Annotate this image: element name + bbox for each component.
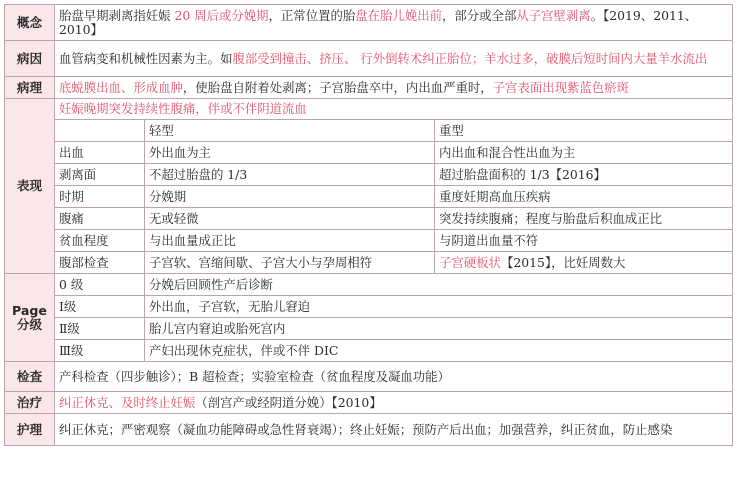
grading-label-line2: 分级: [16, 316, 43, 332]
pathology-label: 病理: [5, 77, 55, 99]
concept-text-part: ，正常位置的胎: [268, 7, 356, 23]
manifest-row-light: 外出血为主: [145, 142, 435, 164]
manifest-row-light: 子宫软、宫缩间歇、子宫大小与孕周相符: [145, 252, 435, 274]
manifest-row-heavy: [435, 252, 733, 274]
manifest-row: [5, 252, 733, 274]
nursing-text: 纠正休克；严密观察（凝血功能障碍或急性肾衰竭）；终止妊娠；预防产后出血；加强营养，纠正贫血，防止感染: [55, 414, 733, 446]
concept-row: [5, 5, 733, 41]
cause-highlight: 腹部受到撞击、挤压、 行外倒转术纠正胎位；羊水过多，破膜后短时间内大量羊水流出: [232, 50, 708, 66]
manifest-row-name: 时期: [55, 186, 145, 208]
exam-text: 产科检查（四步触诊）；B 超检查；实验室检查（贫血程度及凝血功能）: [55, 362, 733, 392]
grade-name: Ⅱ级: [55, 318, 145, 340]
placental-abruption-table: [4, 4, 733, 446]
treatment-row: [5, 392, 733, 414]
manifest-row-heavy: 与阴道出血量不符: [435, 230, 733, 252]
treatment-label: 治疗: [5, 392, 55, 414]
grade-name: Ⅲ级: [55, 340, 145, 362]
grade-desc: 外出血，子宫软，无胎儿窘迫: [145, 296, 733, 318]
manifest-row-heavy: 重度妊期高血压疾病: [435, 186, 733, 208]
manifest-row-heavy: 内出血和混合性出血为主: [435, 142, 733, 164]
grade-row: [5, 274, 733, 296]
concept-text-part: ，部分或全部: [442, 7, 517, 23]
concept-label: 概念: [5, 5, 55, 41]
exam-row: [5, 362, 733, 392]
pathology-text: [55, 77, 733, 99]
cause-label: 病因: [5, 41, 55, 77]
manifest-header-row: [5, 120, 733, 142]
manifest-heavy-highlight: 子宫硬板状: [439, 254, 501, 270]
grade-desc: 产妇出现休克症状，伴或不伴 DIC: [145, 340, 733, 362]
grading-label-line1: Page: [12, 302, 47, 318]
manifest-row: [5, 186, 733, 208]
manifest-label: 表现: [5, 99, 55, 274]
manifest-intro: 妊娠晚期突发持续性腹痛，伴或不伴阴道流血: [55, 99, 733, 120]
nursing-row: [5, 414, 733, 446]
manifest-row-light: 无或轻微: [145, 208, 435, 230]
pathology-row: [5, 77, 733, 99]
manifest-row-heavy: 超过胎盘面积的 1/3【2016】: [435, 164, 733, 186]
manifest-intro-row: [5, 99, 733, 120]
treatment-text-part: （剖宫产或经阴道分娩）【2010】: [195, 394, 382, 410]
manifest-row-name: 出血: [55, 142, 145, 164]
manifest-row-heavy: 突发持续腹痛；程度与胎盘后积血成正比: [435, 208, 733, 230]
manifest-row-name: 腹部检查: [55, 252, 145, 274]
manifest-col-heavy: 重型: [435, 120, 733, 142]
concept-highlight-before-birth: 盘在胎儿娩出前: [355, 7, 442, 23]
nursing-label: 护理: [5, 414, 55, 446]
grade-desc: 胎儿宫内窘迫或胎死宫内: [145, 318, 733, 340]
concept-highlight-time: 20 周后或分娩期: [174, 7, 269, 23]
grade-desc: 分娩后回顾性产后诊断: [145, 274, 733, 296]
exam-label: 检查: [5, 362, 55, 392]
manifest-row-name: 剥离面: [55, 164, 145, 186]
manifest-row-name: 贫血程度: [55, 230, 145, 252]
manifest-row: [5, 142, 733, 164]
treatment-text: [55, 392, 733, 414]
grade-name: 0 级: [55, 274, 145, 296]
grade-name: Ⅰ级: [55, 296, 145, 318]
manifest-row-light: 与出血量成正比: [145, 230, 435, 252]
manifest-col-light: 轻型: [145, 120, 435, 142]
grade-row: [5, 340, 733, 362]
concept-text: [55, 5, 733, 41]
concept-highlight-detach: 从子宫壁剥离: [516, 7, 591, 23]
treatment-highlight: 纠正休克、及时终止妊娠: [59, 394, 196, 410]
manifest-heavy-rest: 【2015】，比妊周数大: [500, 254, 626, 270]
grade-row: [5, 296, 733, 318]
manifest-row-light: 分娩期: [145, 186, 435, 208]
manifest-row: [5, 164, 733, 186]
concept-text-part: 胎盘早期剥离指妊娠: [59, 7, 175, 23]
grading-label: [5, 274, 55, 362]
cause-text-part: 血管病变和机械性因素为主。如: [59, 50, 233, 66]
manifest-row-light: 不超过胎盘的 1/3: [145, 164, 435, 186]
pathology-highlight-hematoma: 底蜕膜出血、形成血肿: [59, 79, 183, 95]
pathology-text-part: ，使胎盘自附着处剥离；子宫胎盘卒中，内出血严重时，: [182, 79, 493, 95]
manifest-row-name: 腹痛: [55, 208, 145, 230]
cause-row: [5, 41, 733, 77]
manifest-row: [5, 230, 733, 252]
manifest-header-empty: [55, 120, 145, 142]
grade-row: [5, 318, 733, 340]
cause-text: [55, 41, 733, 77]
pathology-highlight-ecchymosis: 子宫表面出现紫蓝色瘀斑: [492, 79, 629, 95]
manifest-row: [5, 208, 733, 230]
concept-text-part: 。【2019、2011、2010】: [59, 7, 698, 37]
